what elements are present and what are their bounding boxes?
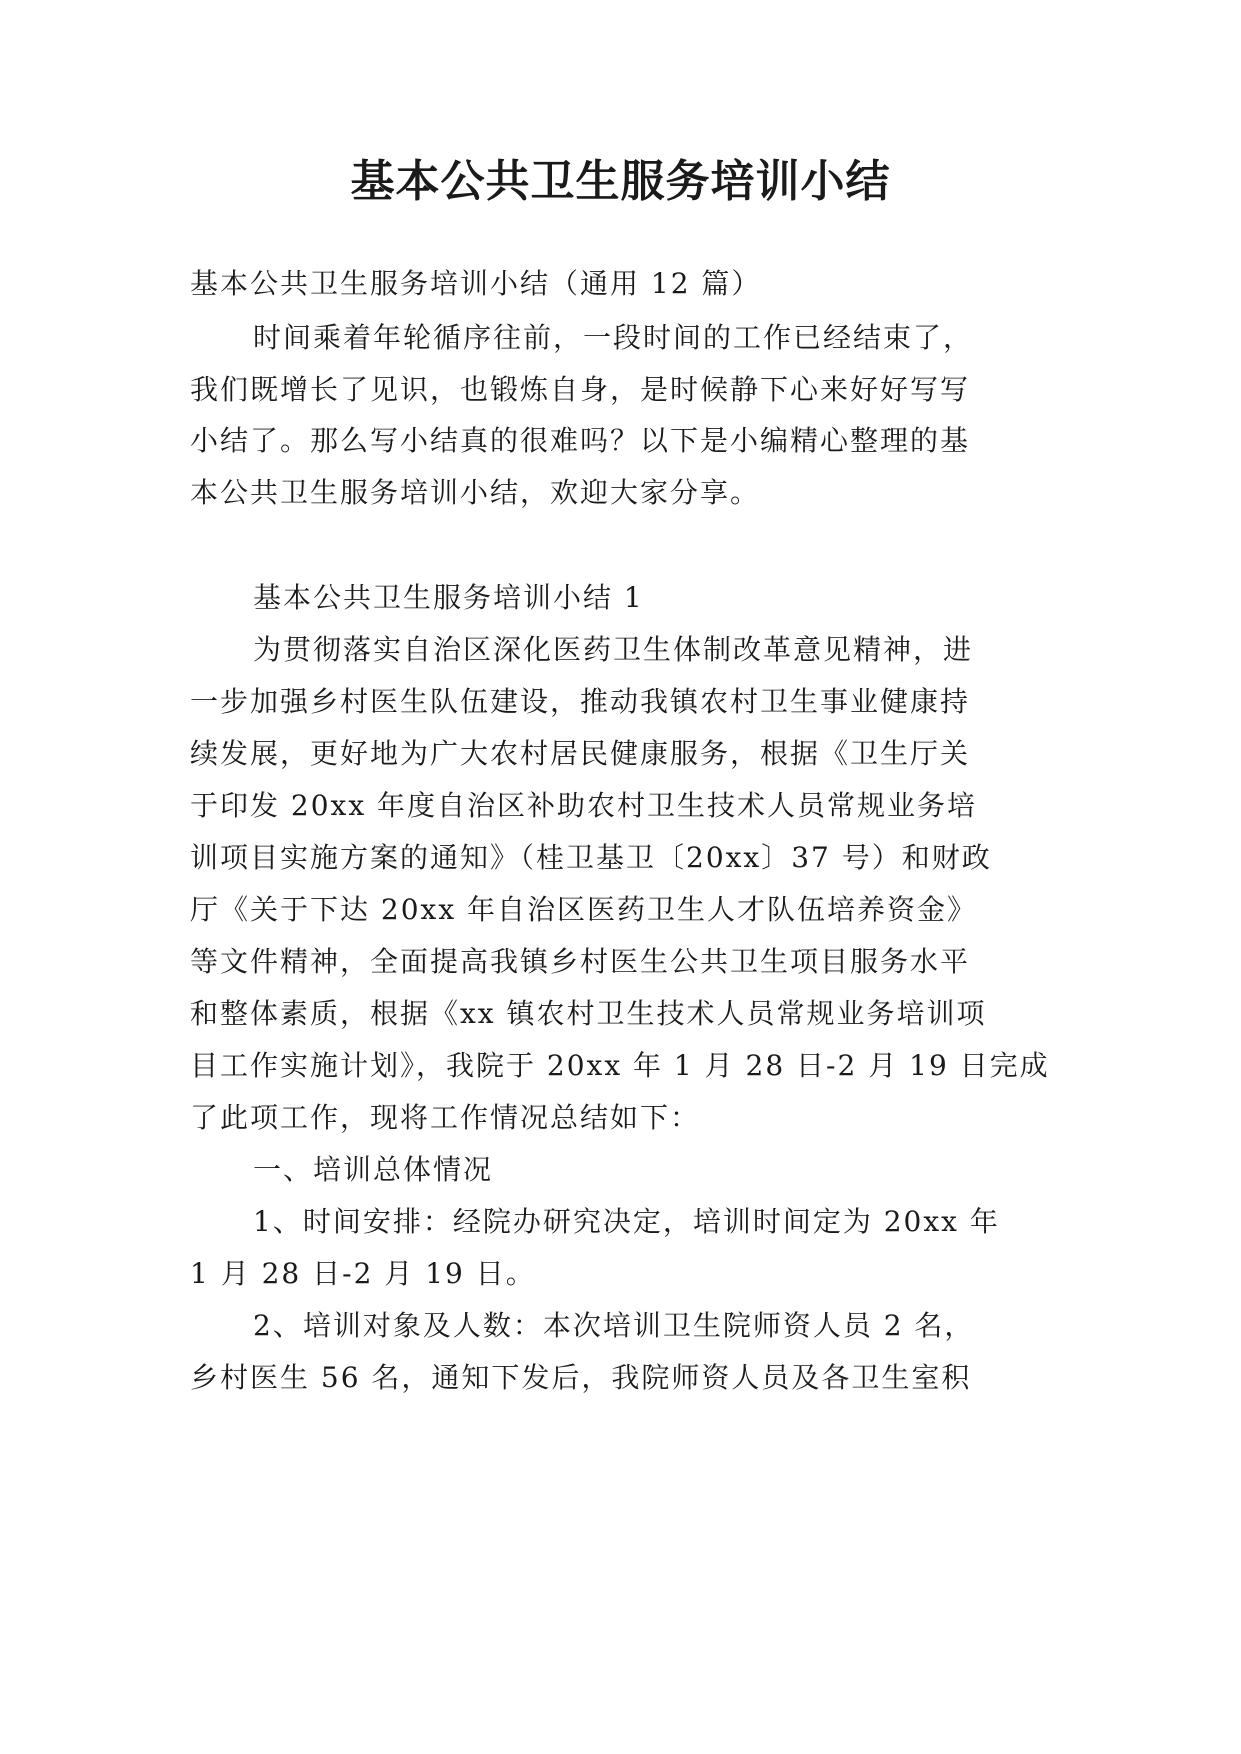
intro-line: 本公共卫生服务培训小结，欢迎大家分享。	[190, 476, 761, 509]
body-line: 1 月 28 日-2 月 19 日。	[190, 1257, 536, 1290]
body-line: 了此项工作，现将工作情况总结如下：	[190, 1101, 701, 1134]
body-line: 乡村医生 56 名，通知下发后，我院师资人员及各卫生室积	[190, 1361, 972, 1394]
intro-line: 时间乘着年轮循序往前，一段时间的工作已经结束了，	[253, 321, 974, 354]
body-line: 续发展，更好地为广大农村居民健康服务，根据《卫生厅关	[190, 737, 971, 770]
body-line: 和整体素质，根据《xx 镇农村卫生技术人员常规业务培训项	[190, 997, 987, 1030]
intro-line: 我们既增长了见识，也锻炼自身，是时候静下心来好好写写	[190, 373, 971, 406]
body-line: 训项目实施方案的通知》（桂卫基卫〔20xx〕37 号）和财政	[190, 841, 992, 874]
body-line: 一步加强乡村医生队伍建设，推动我镇农村卫生事业健康持	[190, 685, 971, 718]
body-line: 1、时间安排：经院办研究决定，培训时间定为 20xx 年	[253, 1205, 1000, 1238]
body-line: 为贯彻落实自治区深化医药卫生体制改革意见精神，进	[253, 633, 974, 666]
document-title: 基本公共卫生服务培训小结	[350, 156, 891, 207]
body-line: 于印发 20xx 年度自治区补助农村卫生技术人员常规业务培	[190, 789, 978, 822]
body-line: 目工作实施计划》，我院于 20xx 年 1 月 28 日-2 月 19 日完成	[190, 1049, 1050, 1082]
body-line: 等文件精神，全面提高我镇乡村医生公共卫生项目服务水平	[190, 945, 971, 978]
section-heading: 基本公共卫生服务培训小结 1	[253, 581, 644, 614]
body-heading: 一、培训总体情况	[253, 1153, 494, 1186]
body-line: 2、培训对象及人数：本次培训卫生院师资人员 2 名，	[253, 1309, 975, 1342]
intro-line: 小结了。那么写小结真的很难吗？以下是小编精心整理的基	[190, 424, 971, 457]
document-subtitle: 基本公共卫生服务培训小结（通用 12 篇）	[190, 267, 762, 300]
body-line: 厅《关于下达 20xx 年自治区医药卫生人才队伍培养资金》	[190, 893, 978, 926]
